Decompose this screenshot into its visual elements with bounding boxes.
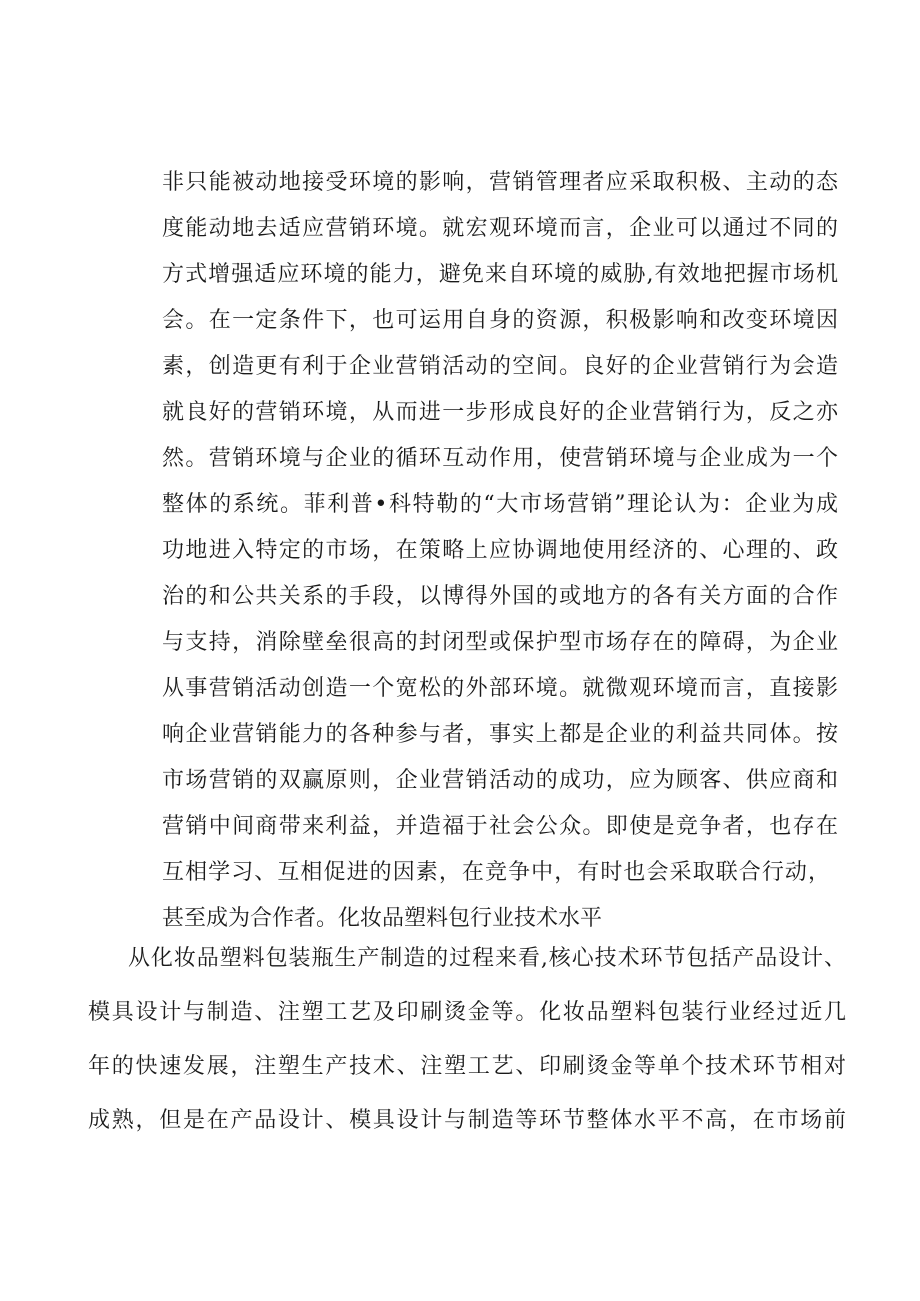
paragraph-line: 然。营销环境与企业的循环互动作用，使营销环境与企业成为一个	[162, 446, 838, 471]
paragraph-line: 成熟，但是在产品设计、模具设计与制造等环节整体水平不高，在市场前	[88, 1108, 846, 1133]
paragraph-line: 市场营销的双赢原则，企业营销活动的成功，应为顾客、供应商和	[162, 768, 838, 793]
paragraph-line: 年的快速发展，注塑生产技术、注塑工艺、印刷烫金等单个技术环节相对	[88, 1054, 846, 1079]
paragraph-line: 从事营销活动创造一个宽松的外部环境。就微观环境而言，直接影	[162, 676, 838, 701]
paragraph-line: 治的和公共关系的手段，以博得外国的或地方的各有关方面的合作	[162, 584, 838, 609]
paragraph-line: 与支持，消除壁垒很高的封闭型或保护型市场存在的障碍，为企业	[162, 630, 838, 655]
paragraph-line: 营销中间商带来利益，并造福于社会公众。即使是竞争者，也存在	[162, 814, 838, 839]
paragraph-line: 度能动地去适应营销环境。就宏观环境而言，企业可以通过不同的	[162, 216, 838, 241]
paragraph-line: 方式增强适应环境的能力，避免来自环境的威胁,有效地把握市场机	[162, 262, 838, 287]
paragraph-line: 模具设计与制造、注塑工艺及印刷烫金等。化妆品塑料包装行业经过近几	[88, 1000, 846, 1025]
paragraph-line: 素，创造更有利于企业营销活动的空间。良好的企业营销行为会造	[162, 354, 838, 379]
paragraph-line: 非只能被动地接受环境的影响，营销管理者应采取积极、主动的态	[162, 170, 838, 195]
paragraph-line: 会。在一定条件下，也可运用自身的资源，积极影响和改变环境因	[162, 308, 838, 333]
paragraph-line: 互相学习、互相促进的因素，在竞争中，有时也会采取联合行动，	[162, 860, 830, 885]
paragraph-line: 就良好的营销环境，从而进一步形成良好的企业营销行为，反之亦	[162, 400, 838, 425]
paragraph-line: 功地进入特定的市场，在策略上应协调地使用经济的、心理的、政	[162, 538, 838, 563]
paragraph-line: 响企业营销能力的各种参与者，事实上都是企业的利益共同体。按	[162, 722, 838, 747]
paragraph-line: 从化妆品塑料包装瓶生产制造的过程来看,核心技术环节包括产品设计、	[128, 946, 846, 971]
paragraph-line: 整体的系统。菲利普•科特勒的“大市场营销”理论认为：企业为成	[162, 492, 838, 517]
paragraph-line: 甚至成为合作者。化妆品塑料包行业技术水平	[162, 906, 603, 931]
